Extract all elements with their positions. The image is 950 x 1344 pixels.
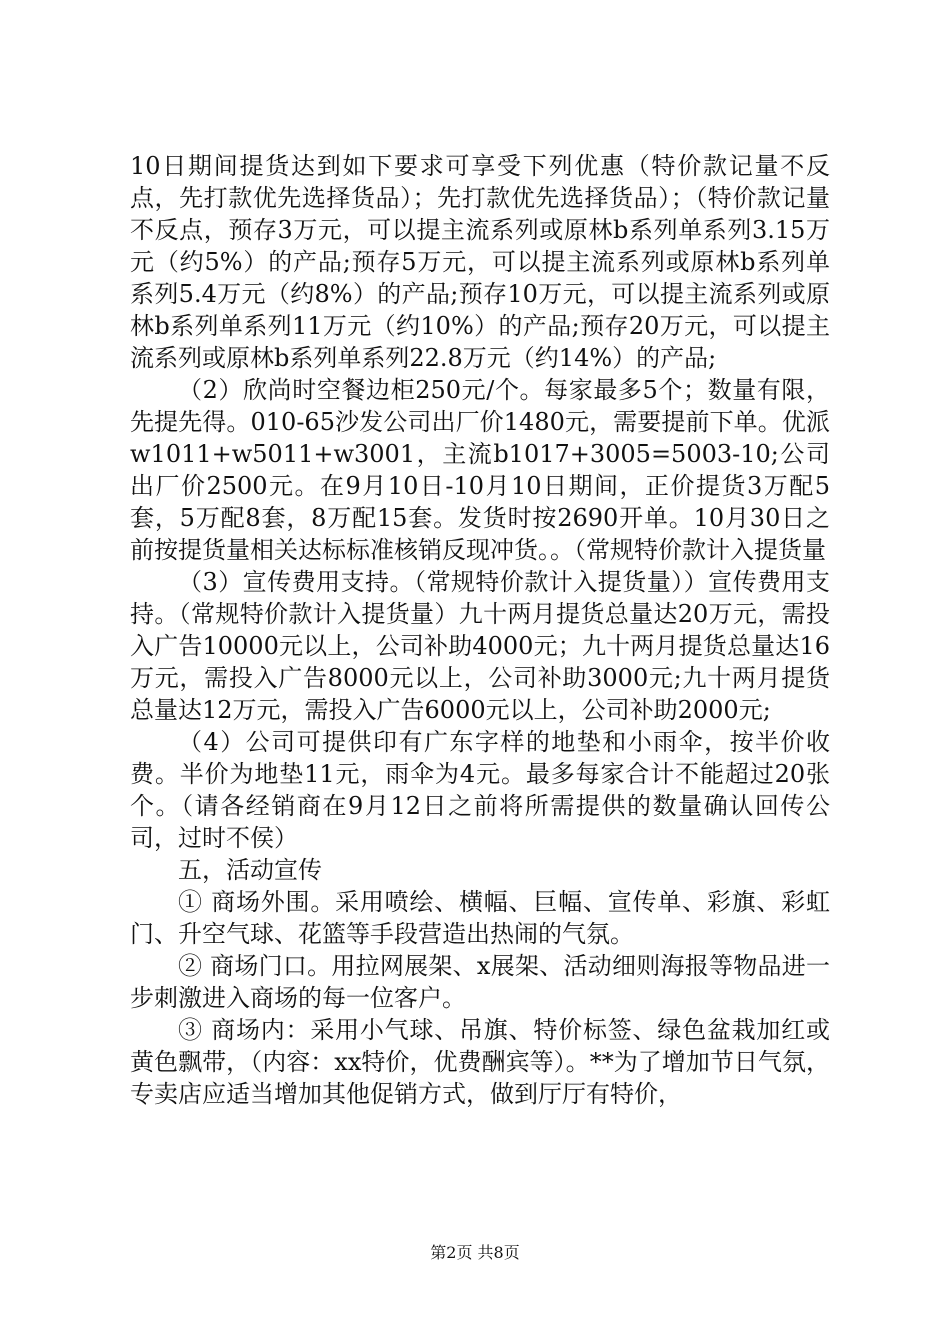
paragraph-item-4: （4）公司可提供印有广东字样的地垫和小雨伞，按半价收费。半价为地垫11元，雨伞为4元。最多每家合计不能超过20张个。（请各经销商在9月12日之前将所需提供的数量确认回传公司，过时不侯）	[130, 728, 830, 852]
section-heading-promotion: 五，活动宣传	[178, 856, 322, 884]
paragraph-offer-terms: 10日期间提货达到如下要求可享受下列优惠（特价款记量不反点，先打款优先选择货品）；先打款优先选择货品）；（特价款记量不反点，预存3万元，可以提主流系列或原林b系列单系列3.15万元（约5%）的产品;预存5万元，可以提主流系列或原林b系列单系列5.4万元（约8%）的产品;预存10万元，可以提主流系列或原林b系列单系列11万元（约10%）的产品;预存20万元，可以提主流系列或原林b系列单系列22.8万元（约14%）的产品;	[130, 152, 830, 372]
paragraph-item-2: （2）欣尚时空餐边柜250元/个。每家最多5个；数量有限，先提先得。010-65沙发公司出厂价1480元，需要提前下单。优派w1011+w5011+w3001，主流b1017+3005=5003-10;公司出厂价2500元。在9月10日-10月10日期间，正价提货3万配5套，5万配8套，8万配15套。发货时按2690开单。10月30日之前按提货量相关达标标准核销反现冲货。。（常规特价款计入提货量	[130, 376, 830, 564]
page-number-footer: 第2页 共8页	[430, 1243, 520, 1262]
paragraph-mall-exterior: ① 商场外围。采用喷绘、横幅、巨幅、宣传单、彩旗、彩虹门、升空气球、花篮等手段营造出热闹的气氛。	[130, 888, 830, 948]
paragraph-mall-interior: ③ 商场内：采用小气球、吊旗、特价标签、绿色盆栽加红或黄色飘带，（内容：xx特价，优费酬宾等）。**为了增加节日气氛，专卖店应适当增加其他促销方式，做到厅厅有特价，	[130, 1016, 830, 1108]
paragraph-item-3: （3）宣传费用支持。（常规特价款计入提货量））宣传费用支持。（常规特价款计入提货量）九十两月提货总量达20万元，需投入广告10000元以上，公司补助4000元；九十两月提货总量达16万元，需投入广告8000元以上，公司补助3000元;九十两月提货总量达12万元，需投入广告6000元以上，公司补助2000元;	[130, 568, 830, 724]
paragraph-mall-entrance: ② 商场门口。用拉网展架、x展架、活动细则海报等物品进一步刺激进入商场的每一位客户。	[130, 952, 830, 1012]
document-body	[130, 150, 830, 1110]
